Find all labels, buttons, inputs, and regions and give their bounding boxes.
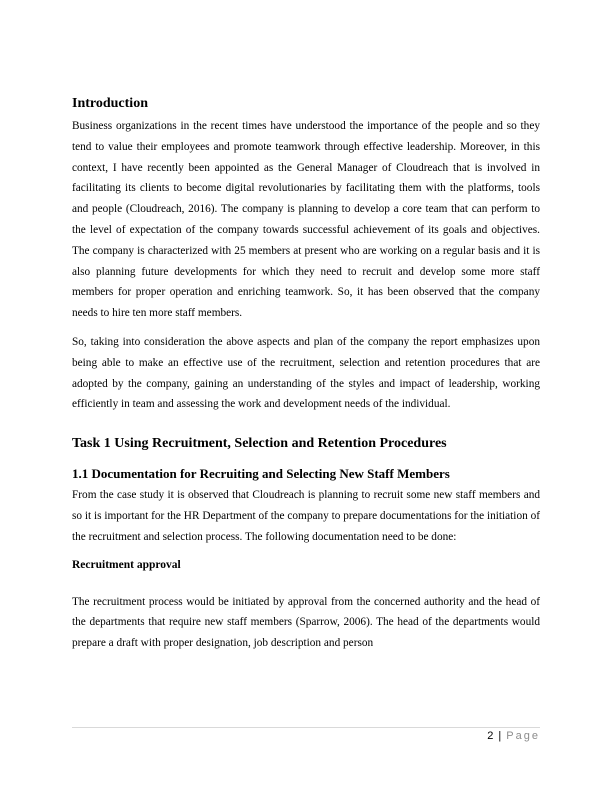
- task1-heading: Task 1 Using Recruitment, Selection and Retention Procedures: [72, 436, 447, 452]
- page-label: Page: [506, 730, 540, 742]
- footer-separator: |: [498, 730, 502, 742]
- page-number: 2: [487, 730, 494, 742]
- section-1-1-paragraph: From the case study it is observed that Cloudreach is planning to recruit some new staff members and so it is important for the HR Department of the company to prepare documentations for the initiation of the recruitment and selection process. The following documentation need to be done:: [72, 489, 540, 543]
- spacer: [72, 324, 540, 332]
- page-content: [72, 95, 540, 654]
- introduction-paragraph-2: So, taking into consideration the above aspects and plan of the company the report emphasizes upon being able to make an effective use of the recruitment, selection and retention procedures that are adopted by the company, gaining an understanding of the styles and impact of leadership, working efficiently in team and assessing the work and development needs of the individual.: [72, 335, 540, 411]
- section-1-1-heading: 1.1 Documentation for Recruiting and Selecting New Staff Members: [72, 466, 450, 482]
- recruitment-approval-paragraph: The recruitment process would be initiated by approval from the concerned authority and the head of the departments that require new staff members (Sparrow, 2006). The head of the departments would prepare a draft with proper designation, job description and person: [72, 595, 540, 650]
- recruitment-approval-heading: Recruitment approval: [72, 558, 181, 571]
- page-footer: [487, 729, 540, 743]
- spacer: [72, 574, 540, 592]
- introduction-heading: Introduction: [72, 96, 148, 111]
- spacer: [72, 548, 540, 556]
- introduction-paragraph-1: Business organizations in the recent times have understood the importance of the people and so they tend to value their employees and promote teamwork through effective leadership. Moreover, in this context, I have recently been appointed as the General Manager of Cloudreach that is involved in facilitating its clients to become digital revolutionaries by facilitating them with the platforms, tools and people (Cloudreach, 2016). The company is planning to develop a core team that can perform to the level of expectation of the company towards successful achievement of its goals and objectives. The company is characterized with 25 members at present who are working on a regular basis and it is also planning future developments for which they need to recruit and develop some more staff members for proper operation and enriching teamwork. So, it has been observed that the company needs to hire ten more staff members.: [72, 120, 540, 320]
- footer-divider: [72, 727, 540, 728]
- spacer: [72, 415, 540, 435]
